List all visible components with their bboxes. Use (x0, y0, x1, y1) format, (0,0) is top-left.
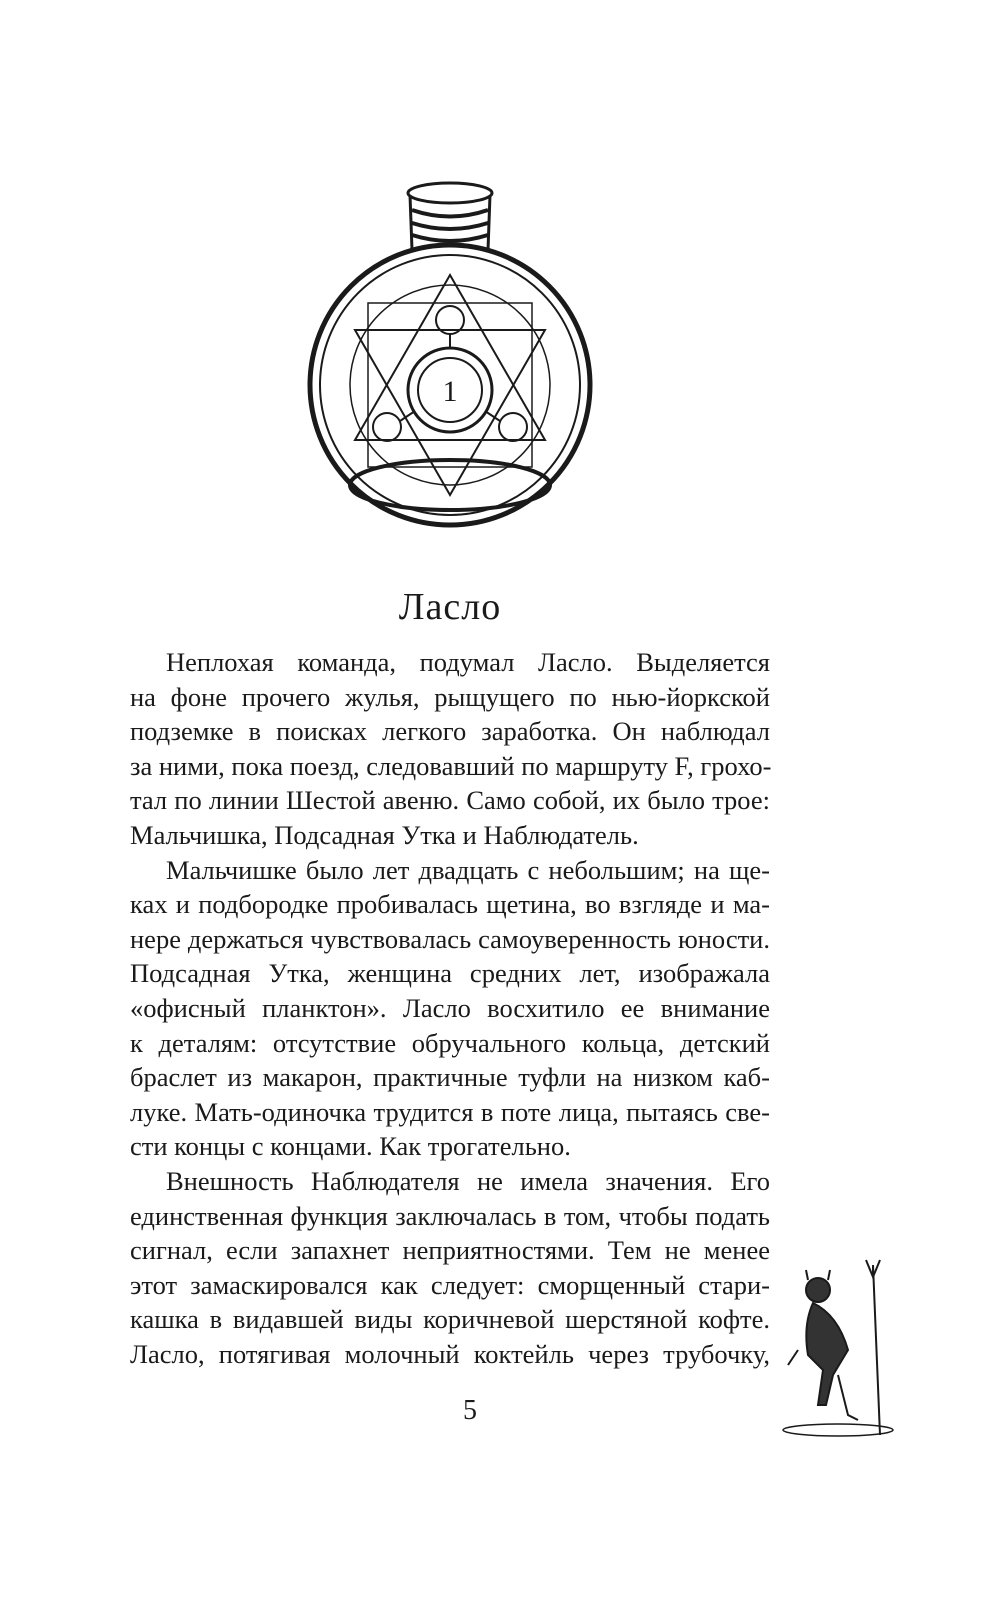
text-line: браслет из макарон, практичные туфли на низком каб- (130, 1062, 770, 1093)
devil-illustration (778, 1255, 908, 1445)
text-line: Внешность Наблюдателя не имела значения. Его (166, 1165, 770, 1196)
text-line: Неплохая команда, подумал Ласло. Выделяется (166, 647, 770, 677)
text-line: за ними, пока поезд, следовавший по маршруту F, грохо- (130, 750, 772, 781)
text-line: кашка в видавшей виды коричневой шерстяной кофте. (130, 1304, 770, 1335)
text-line: этот замаскировался как следует: сморщенный стари- (130, 1269, 770, 1300)
chapter-body (130, 645, 770, 1371)
text-line: Мальчишке было лет двадцать с небольшим; на ще- (166, 854, 770, 885)
alchemical-flask-illustration (300, 175, 600, 535)
text-line: Мальчишка, Подсадная Утка и Наблюдатель. (130, 819, 639, 850)
text-line: тал по линии Шестой авеню. Само собой, их было трое: (130, 785, 770, 816)
text-line: нере держаться чувствовалась самоуверенность юности. (130, 923, 770, 954)
text-line: подземке в поисках легкого заработка. Он наблюдал (130, 716, 770, 747)
chapter-title: Ласло (398, 586, 502, 628)
text-line: единственная функция заключалась в том, чтобы подать (130, 1200, 770, 1231)
text-line: сти концы с концами. Как трогательно. (130, 1131, 571, 1162)
text-line: сигнал, если запахнет неприятностями. Тем не менее (130, 1235, 770, 1266)
text-line: к деталям: отсутствие обручального кольца, детский (130, 1027, 770, 1058)
chapter-number: 1 (442, 375, 458, 408)
page-number: 5 (463, 1395, 477, 1426)
text-line: луке. Мать-одиночка трудится в поте лица, пытаясь све- (130, 1096, 770, 1127)
text-line: на фоне прочего жулья, рыщущего по нью-йоркской (130, 681, 770, 712)
text-line: Ласло, потягивая молочный коктейль через трубочку, (130, 1338, 770, 1369)
text-line: Подсадная Утка, женщина средних лет, изображала (130, 958, 770, 989)
text-line: ках и подбородке пробивалась щетина, во взгляде и ма- (130, 889, 770, 920)
text-line: «офисный планктон». Ласло восхитило ее внимание (130, 992, 770, 1023)
